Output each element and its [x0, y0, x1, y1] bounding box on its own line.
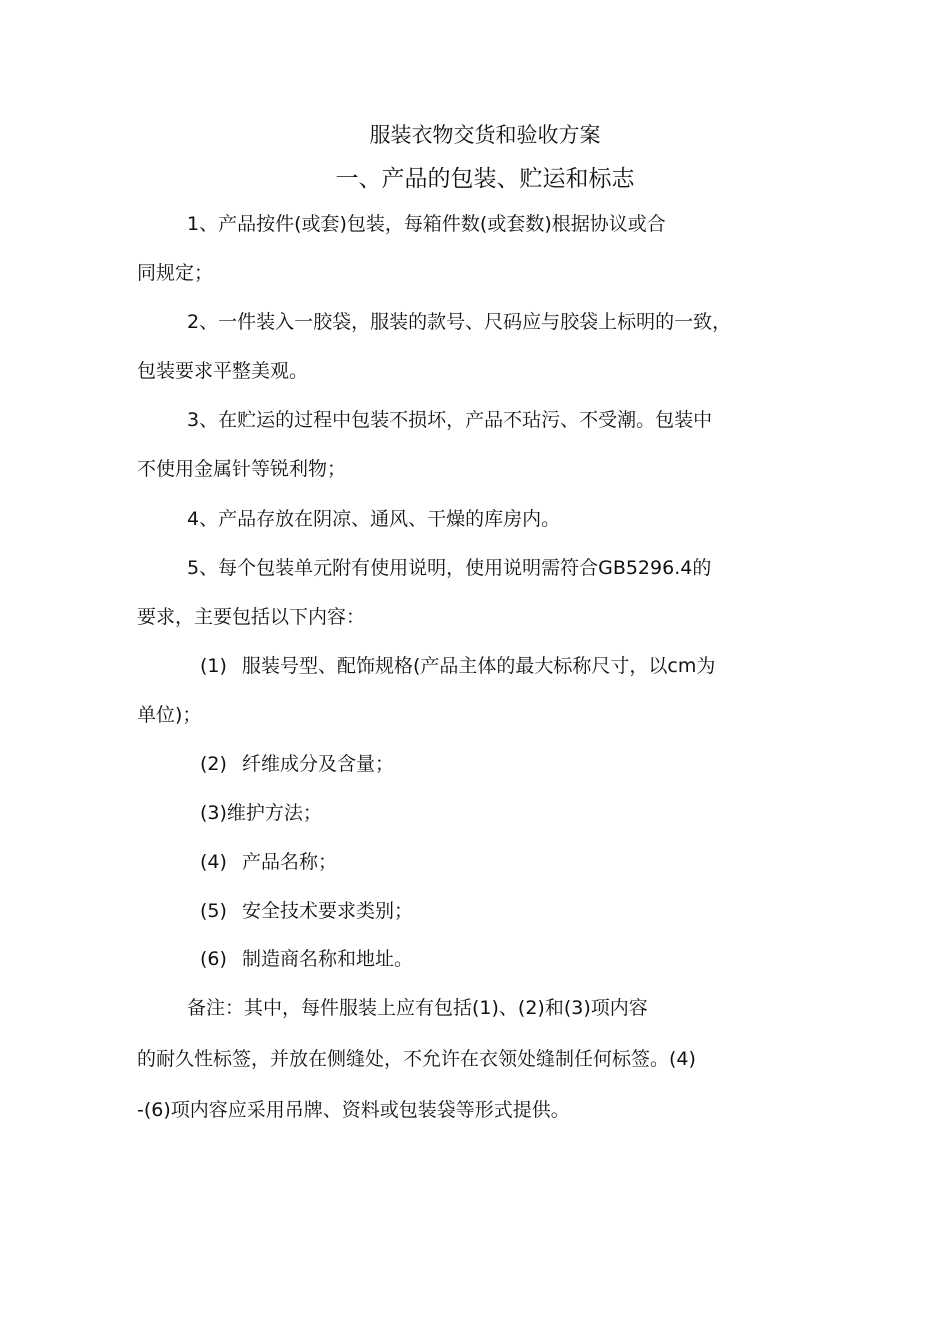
item-5-line: 5、每个包装单元附有使用说明，使用说明需符合GB5296.4的: [187, 557, 712, 579]
subitem-4-text: 产品名称；: [242, 851, 338, 873]
section-heading: 一、产品的包装、贮运和标志: [335, 166, 635, 192]
item-2-cont-line: 包装要求平整美观。: [137, 360, 309, 382]
subitem-5-text: 安全技术要求类别；: [242, 900, 414, 922]
subitem-6-text: 制造商名称和地址。: [242, 948, 414, 970]
item-3-cont-line: 不使用金属针等锐利物；: [137, 458, 347, 480]
subitem-1-text: 服装号型、配饰规格(产品主体的最大标称尺寸，以cm为: [242, 655, 716, 677]
item-4-line: 4、产品存放在阴凉、通风、干燥的库房内。: [187, 508, 561, 530]
item-2-line: 2、一件装入一胶袋，服装的款号、尺码应与胶袋上标明的一致，: [187, 311, 732, 333]
subitem-2-text: 纤维成分及含量；: [242, 753, 395, 775]
document-title: 服装衣物交货和验收方案: [369, 123, 601, 147]
subitem-1-cont-line: 单位)；: [137, 704, 202, 726]
subitem-1-number: (1): [200, 655, 227, 677]
subitem-6-number: (6): [200, 948, 227, 970]
item-1-line: 1、产品按件(或套)包装，每箱件数(或套数)根据协议或合: [187, 213, 666, 235]
subitem-3-text: (3)维护方法；: [200, 802, 322, 824]
subitem-4-number: (4): [200, 851, 227, 873]
note-line-2: 的耐久性标签，并放在侧缝处，不允许在衣领处缝制任何标签。(4): [137, 1048, 696, 1070]
item-1-cont-line: 同规定；: [137, 262, 214, 284]
item-3-line: 3、在贮运的过程中包装不损坏，产品不玷污、不受潮。包装中: [187, 409, 713, 431]
note-line-1: 备注：其中，每件服装上应有包括(1)、(2)和(3)项内容: [187, 997, 648, 1019]
subitem-2-number: (2): [200, 753, 227, 775]
note-line-3: -(6)项内容应采用吊牌、资料或包装袋等形式提供。: [137, 1099, 570, 1121]
item-5-cont-line: 要求，主要包括以下内容：: [137, 606, 366, 628]
subitem-5-number: (5): [200, 900, 227, 922]
